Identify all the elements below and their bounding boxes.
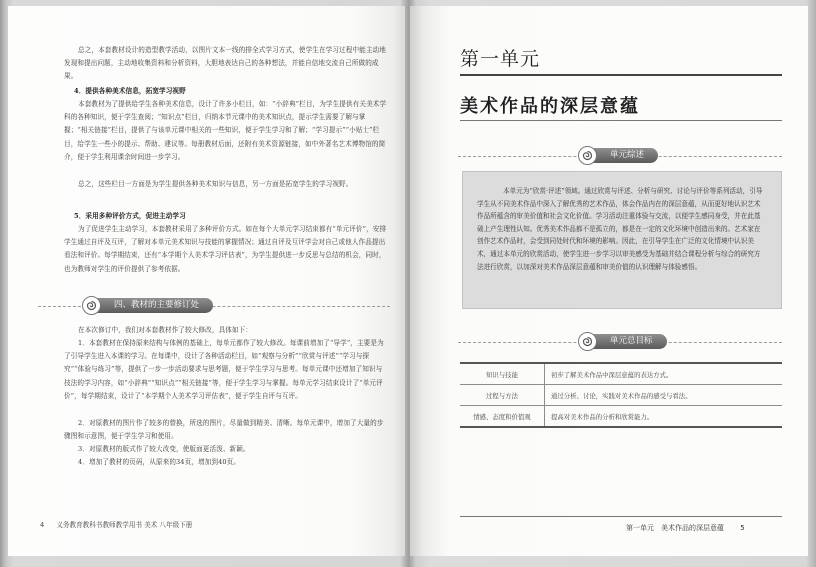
left-page: [8, 6, 405, 556]
goal-value: 初步了解美术作品中深层意蕴的表达方式。: [545, 363, 783, 385]
section4-paragraph: 本套教材为了提供给学生各种美术信息，设计了许多小栏目，如：“小辞典”栏目，为学生提供有关美术学科的各种知识，便于学生查阅；“知识点”栏目，归纳本节元课中的美术知识点，提示学生需要了解与掌握；“相关链接”栏目，提供了与该单元课中相关的一些知识，便于学生学习和了解；“学习提示”“小贴士”栏目，给学生一些小的提示、帮助、建议等。每册教材后面，还附有美术资源链接，如中外著名艺术博物馆的简介，便于学生利用课余时间进一步学习。: [64, 100, 387, 161]
revision-item-3: 3．对原教材的版式作了较大改变，使版面更活泼、新颖。: [78, 445, 250, 453]
section4-summary: 总之，这些栏目一方面是为学生提供各种美术知识与信息，另一方面是拓宽学生的学习视野。: [78, 180, 353, 188]
goals-pill: [586, 334, 667, 349]
goals-header: [458, 334, 782, 350]
revision-item-2: 2．对原教材的图片作了较多的替换，所选的图片，尽量做到精美、清晰。每单元课中，增加了大量的步骤图和示意图，便于学生学习和使用。: [64, 419, 384, 441]
title-rule: [460, 74, 782, 76]
overview-label: 单元综述: [610, 150, 645, 160]
right-page-number: 5: [740, 524, 745, 532]
left-page-number: 4: [40, 521, 45, 529]
section-swirl-icon: [82, 296, 101, 315]
section-swirl-icon: [578, 146, 597, 165]
intro-paragraph: 总之，本套教材设计的造型教学活动，以图片文本一线的排全式学习方式，使学生在学习过程中能主动地发现和提出问题，主动地收集资料和分析资料，大胆地表达自己的各种想法，并能自信地交流自己所做的成果。: [64, 46, 386, 81]
revision-item-1: 1．本套教材在保持原来结构与体例的基础上，每单元都作了较大修改。每课前增加了“导学”，主要是为了引导学生进入本课的学习。在每课中，设计了各种活动栏目，如“观察与分析”“欣赏与评述”“学习与探究”“体验与练习”等，提供了一步一步活动要求与思考题，便于学生学习与思考。每单元课中还增加了知识与技法的学习内容，如“小辞典”“知识点”“相关链接”等，便于学生学习与掌握。每单元学习结束设计了“单元评价”，每学期结束，设计了“本学期个人美术学习评估表”，便于学生自评与互评。: [64, 339, 384, 400]
overview-header: [458, 148, 782, 164]
goal-key: 过程与方法: [460, 385, 545, 406]
goal-value: 提高对美术作品的分析和欣赏能力。: [545, 406, 783, 428]
goal-key: 情感、态度和价值观: [460, 406, 545, 428]
unit-subtitle: 美术作品的深层意蕴: [460, 96, 640, 117]
right-page: [410, 6, 808, 556]
goals-label: 单元总目标: [610, 336, 653, 346]
left-running-title: 义务教育教科书教师教学用书 美术 八年级下册: [56, 521, 193, 529]
goal-key: 知识与技能: [460, 363, 545, 385]
revision-item-4: 4．增加了教材的页码，从原来的34页，增加到40页。: [78, 458, 241, 466]
section5-heading: 5．采用多种评价方式，促进主动学习: [74, 212, 186, 220]
section-swirl-icon: [578, 332, 597, 351]
table-row: [460, 363, 782, 385]
revision-section-pill: [90, 298, 213, 313]
left-footer: [40, 519, 192, 529]
right-running-title: 第一单元 美术作品的深层意蕴: [626, 524, 724, 532]
right-footer: [626, 523, 745, 533]
table-row: [460, 385, 782, 406]
revision-intro: 在本次修订中，我们对本套教材作了较大修改，具体如下：: [78, 326, 253, 334]
goals-table: [460, 362, 782, 428]
table-row: [460, 406, 782, 428]
goal-value: 通过分析、讨论，实践对美术作品的感受与看法。: [545, 385, 783, 406]
footer-rule: [460, 516, 782, 517]
section4-heading: 4．提供各种美术信息，拓宽学习视野: [74, 87, 186, 95]
overview-text: 本单元为“欣赏·评述”领域。通过欣赏与评述、分析与研究、讨论与评价等系列活动，引导学生从不同美术作品中深入了解优秀的艺术作品，体会作品内在的深层意蕴，从而更好地认识艺术作品所蕴含的审美价值和社会文化价值。学习活动注重体验与交流，以便学生感同身受，并在此基础上产生理性认知。优秀美术作品都不是孤立的，都是在一定的文化环境中创造出来的。艺术家在创作艺术作品时，会受到同处时代和环境的影响。因此，在引导学生在广泛的文化情境中认识美术，通过本单元的欣赏活动，使学生进一步学习以审美感受为基础并结合课程分析与综合的研究方法进行欣赏，以加深对美术作品深层意蕴和审美价值的认识理解与体验感悟。: [477, 187, 763, 271]
subtitle-rule: [460, 120, 782, 121]
revision-section-title: 四、教材的主要修订处: [114, 300, 200, 310]
section5-paragraph: 为了促进学生主动学习，本套教材采用了多种评价方式。如在每个大单元学习结束都有“单元评价”，安排学生通过自评及互评，了解对本单元美术知识与技能的掌握情况；通过自评及互评学会对自己或他人作品提出看法和评价。每学期结束，还有“本学期个人美术学习评估表”，为学生提供进一步反思与总结的机会，同时，也为教师对学生的评价提供了参考依据。: [64, 225, 387, 273]
unit-title: 第一单元: [460, 48, 541, 70]
overview-box: [462, 171, 782, 309]
revision-section-header: [38, 298, 390, 314]
